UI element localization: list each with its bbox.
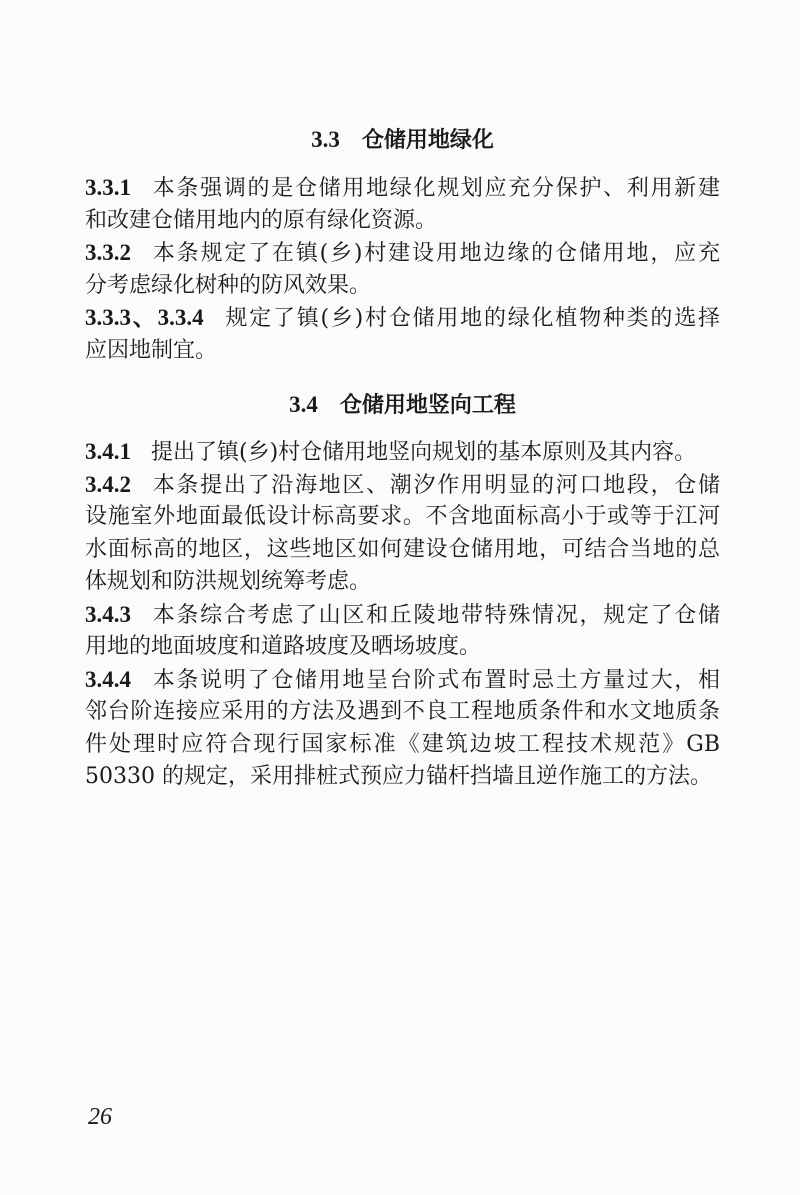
clause-text: 本条强调的是仓储用地绿化规划应充分保护、利用新建 <box>151 176 720 201</box>
page-number: 26 <box>88 1104 112 1130</box>
clause-text: 应因地制宜。 <box>85 338 218 363</box>
clause-number: 3.4.2 <box>85 472 131 497</box>
paragraph-line <box>85 302 720 334</box>
clause-number: 3.4.3 <box>85 602 131 627</box>
section-number: 3.3 <box>311 127 340 152</box>
paragraph-line <box>85 335 720 367</box>
paragraph-line <box>85 534 720 566</box>
clause-text: 邻台阶连接应采用的方法及遇到不良工程地质条件和水文地质条 <box>85 699 720 724</box>
paragraph-line <box>85 599 720 631</box>
clause-text: 本条提出了沿海地区、潮汐作用明显的河口地段，仓储 <box>151 473 720 498</box>
clause-text: 本条说明了仓储用地呈台阶式布置时忌土方量过大，相 <box>151 668 720 693</box>
clause-number: 3.3.2 <box>85 240 131 265</box>
clause-text: 本条规定了在镇(乡)村建设用地边缘的仓储用地，应充 <box>151 241 720 266</box>
clause-text: 和改建仓储用地内的原有绿化资源。 <box>85 208 438 233</box>
clause-number: 3.4.1 <box>85 439 131 464</box>
clause-text: 提出了镇(乡)村仓储用地竖向规划的基本原则及其内容。 <box>151 440 697 465</box>
paragraph-line <box>85 205 720 237</box>
paragraph-line <box>85 696 720 728</box>
clause-text: 水面标高的地区，这些地区如何建设仓储用地，可结合当地的总 <box>85 537 720 562</box>
paragraph-line <box>85 729 720 761</box>
paragraph-line <box>85 172 720 204</box>
paragraph-line <box>85 270 720 302</box>
clause-text: 规定了镇(乡)村仓储用地的绿化植物种类的选择 <box>223 306 720 331</box>
clause-number: 3.3.3、3.3.4 <box>85 305 204 330</box>
clause-text: 本条综合考虑了山区和丘陵地带特殊情况，规定了仓储 <box>151 603 720 628</box>
section-number: 3.4 <box>289 392 318 417</box>
section-heading <box>85 389 720 421</box>
paragraph-line <box>85 664 720 696</box>
clause-text: 设施室外地面最低设计标高要求。不含地面标高小于或等于江河 <box>85 504 720 529</box>
section-title: 仓储用地竖向工程 <box>339 392 516 418</box>
paragraph-line <box>85 436 720 468</box>
section-heading <box>85 124 720 156</box>
clause-number: 3.3.1 <box>85 175 131 200</box>
paragraph-line <box>85 566 720 598</box>
paragraph-line <box>85 469 720 501</box>
paragraph-line <box>85 761 720 793</box>
clause-text: 分考虑绿化树种的防风效果。 <box>85 273 372 298</box>
paragraph-line <box>85 631 720 663</box>
paragraph-line <box>85 237 720 269</box>
clause-number: 3.4.4 <box>85 667 131 692</box>
clause-text: 50330 的规定，采用排桩式预应力锚杆挡墙且逆作施工的方法。 <box>85 764 712 789</box>
clause-text: 件处理时应符合现行国家标准《建筑边坡工程技术规范》GB <box>85 732 720 757</box>
clause-text: 体规划和防洪规划统筹考虑。 <box>85 569 372 594</box>
section-title: 仓储用地绿化 <box>361 127 494 153</box>
paragraph-line <box>85 501 720 533</box>
clause-text: 用地的地面坡度和道路坡度及晒场坡度。 <box>85 634 482 659</box>
